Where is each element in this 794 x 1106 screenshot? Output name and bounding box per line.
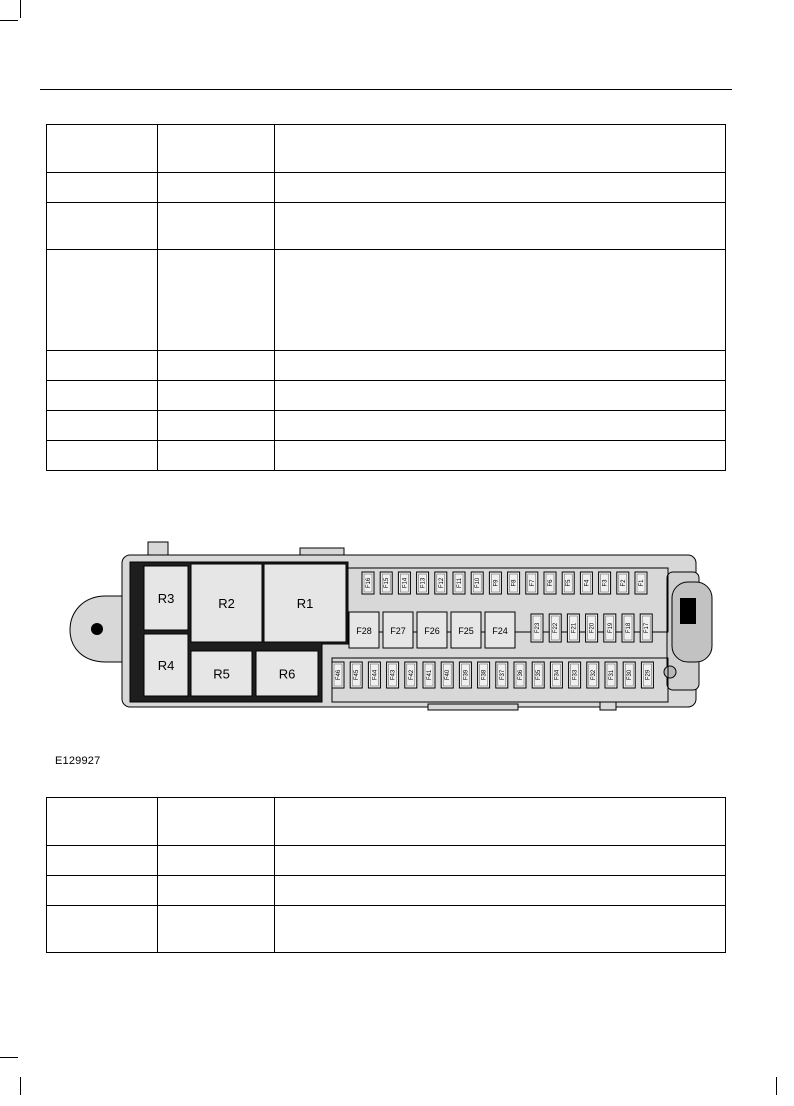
- fuse-label: F4: [584, 579, 591, 587]
- relay-label: R2: [218, 596, 235, 611]
- relay-r4: [144, 634, 188, 696]
- table-cell: [47, 906, 158, 953]
- crop-mark: [776, 1077, 777, 1095]
- table-cell: [158, 173, 275, 203]
- table-cell: [275, 876, 726, 906]
- fuse: [478, 662, 490, 688]
- relay-r6: [256, 651, 318, 696]
- fuse-label: F35: [536, 669, 543, 681]
- fuse-label: F31: [609, 669, 615, 681]
- table-cell: [275, 351, 726, 381]
- fuse: [623, 662, 635, 688]
- table-row: [47, 381, 726, 411]
- fuse-label: F17: [644, 622, 651, 634]
- relay-r3: [144, 566, 188, 630]
- fuse: [622, 614, 634, 642]
- clip: [148, 542, 168, 556]
- fuse: [550, 662, 562, 688]
- fuse: [544, 572, 556, 594]
- fuse: [514, 662, 526, 688]
- fuse: [423, 662, 435, 688]
- fuse: [471, 572, 483, 594]
- fuse: [380, 572, 392, 594]
- table-cell: [47, 846, 158, 876]
- fuse-label: F5: [566, 579, 573, 587]
- fuse: [567, 614, 579, 642]
- table-row: [47, 411, 726, 441]
- table-cell: [158, 250, 275, 351]
- bottom-post: [664, 666, 676, 678]
- table-row: [47, 250, 726, 351]
- fuse-label: F18: [626, 622, 632, 634]
- relay-label: R6: [278, 666, 296, 682]
- fuse-label: F30: [627, 669, 634, 681]
- fuse-label: F8: [511, 579, 518, 587]
- fuse: [350, 662, 362, 688]
- fuse: [586, 614, 598, 642]
- fuse: [459, 662, 471, 688]
- relay-r1: [264, 564, 346, 642]
- fuse-label: F10: [475, 577, 482, 589]
- table-cell: [275, 250, 726, 351]
- fuse-label: F40: [445, 669, 452, 681]
- fuse-label: F33: [572, 669, 579, 681]
- crop-mark: [0, 20, 18, 21]
- table-cell: [275, 411, 726, 441]
- fuse: [496, 662, 508, 688]
- header-rule: [40, 89, 732, 90]
- fuse: [531, 614, 543, 642]
- fuse: [599, 572, 611, 594]
- table-cell: [158, 441, 275, 471]
- table-cell: [275, 846, 726, 876]
- fuse-blocks: [349, 612, 515, 648]
- fuse: [417, 572, 429, 594]
- fuse-table-top: [46, 124, 726, 471]
- table-cell: [275, 203, 726, 250]
- fuse-label: F13: [420, 577, 427, 589]
- table-row: [47, 846, 726, 876]
- table-row: [47, 203, 726, 250]
- fuse: [605, 662, 617, 688]
- fuse-label: F11: [457, 578, 463, 588]
- relay-label: R4: [157, 658, 175, 673]
- fuse-label: F15: [384, 577, 391, 589]
- fuse-label: F39: [463, 669, 470, 681]
- fuse-label: F36: [518, 669, 524, 681]
- fuse-label: F43: [390, 669, 397, 681]
- table-row: [47, 125, 726, 173]
- mounting-hole: [91, 623, 103, 635]
- fuse: [604, 614, 616, 642]
- fuse: [569, 662, 581, 688]
- fuse-block-label: F26: [424, 626, 440, 636]
- relays: [144, 564, 346, 696]
- fuse-label: F29: [645, 669, 652, 681]
- fuse: [508, 572, 520, 594]
- crop-mark: [20, 1077, 21, 1095]
- table-row: [47, 876, 726, 906]
- fuse-block-label: F28: [356, 626, 372, 636]
- fuse: [580, 572, 592, 594]
- table-cell: [158, 381, 275, 411]
- fuse-block: [451, 612, 481, 648]
- fuse-label: F42: [408, 669, 415, 681]
- table-cell: [275, 441, 726, 471]
- table-row: [47, 351, 726, 381]
- bottom-tab: [600, 702, 616, 710]
- table-cell: [47, 250, 158, 351]
- table-cell: [158, 906, 275, 953]
- table-row: [47, 906, 726, 953]
- fuse: [398, 572, 410, 594]
- fuse-label: F3: [602, 579, 609, 587]
- fuse-box-diagram: [64, 538, 724, 718]
- fuse: [405, 662, 417, 688]
- fuse-label: F37: [499, 669, 506, 681]
- table-cell: [275, 798, 726, 846]
- bottom-tab: [428, 704, 518, 710]
- fuse: [549, 614, 561, 642]
- fuse: [526, 572, 538, 594]
- fuse: [387, 662, 399, 688]
- table-cell: [47, 351, 158, 381]
- fuse: [587, 662, 599, 688]
- fuse: [435, 572, 447, 594]
- fuse-label: F2: [620, 579, 627, 587]
- table-cell: [47, 203, 158, 250]
- table-cell: [158, 125, 275, 173]
- fuse-block: [417, 612, 447, 648]
- table-cell: [158, 876, 275, 906]
- fuse-label: F14: [402, 577, 409, 589]
- fuse-label: F45: [354, 669, 361, 681]
- fuse-label: F23: [535, 622, 541, 634]
- fuse-label: F7: [529, 579, 536, 587]
- table-row: [47, 441, 726, 471]
- relay-label: R3: [157, 591, 175, 606]
- fuse-block: [383, 612, 413, 648]
- table-cell: [158, 411, 275, 441]
- relay-label: R1: [296, 596, 314, 611]
- fuse-table-bottom: [46, 797, 726, 953]
- fuse: [562, 572, 574, 594]
- relay-r2: [191, 564, 262, 642]
- table-cell: [275, 906, 726, 953]
- table-cell: [275, 173, 726, 203]
- fuse-label: F6: [548, 579, 554, 587]
- fuse-label: F16: [366, 577, 372, 589]
- table-cell: [275, 381, 726, 411]
- table-row: [47, 798, 726, 846]
- fuse-label: F21: [571, 622, 578, 634]
- table-cell: [47, 173, 158, 203]
- fuse: [368, 662, 380, 688]
- fuse: [362, 572, 374, 594]
- fuse-block: [485, 612, 515, 648]
- table-cell: [158, 203, 275, 250]
- relay-label: R5: [213, 666, 230, 682]
- fuse-block-label: F24: [492, 626, 508, 636]
- table-cell: [47, 798, 158, 846]
- fuse: [641, 662, 653, 688]
- fuse: [489, 572, 501, 594]
- fuse-label: F20: [589, 622, 596, 634]
- relay-r5: [191, 651, 252, 696]
- table-cell: [47, 441, 158, 471]
- fuse-label: F41: [427, 669, 433, 681]
- fuse-label: F34: [554, 669, 561, 681]
- fuse-block-label: F25: [458, 626, 474, 636]
- table-cell: [47, 876, 158, 906]
- fuse-label: F1: [639, 579, 645, 587]
- table-cell: [158, 846, 275, 876]
- table-cell: [47, 125, 158, 173]
- fuse-label: F38: [481, 669, 488, 681]
- fuse-label: F22: [553, 622, 560, 634]
- table-cell: [47, 411, 158, 441]
- table-row: [47, 173, 726, 203]
- fuse: [635, 572, 647, 594]
- fuse: [441, 662, 453, 688]
- fuse-label: F32: [590, 669, 597, 681]
- figure-id: E129927: [55, 755, 101, 767]
- table-cell: [158, 798, 275, 846]
- table-cell: [47, 381, 158, 411]
- fuse: [453, 572, 465, 594]
- table-cell: [158, 351, 275, 381]
- table-cell: [275, 125, 726, 173]
- fuse: [617, 572, 629, 594]
- fuse-label: F44: [372, 669, 379, 681]
- fuse-label: F12: [438, 577, 445, 589]
- fuse-label: F46: [336, 669, 342, 681]
- fuse-block: [349, 612, 379, 648]
- fuse-block-label: F27: [390, 626, 406, 636]
- crop-mark: [20, 0, 21, 18]
- fuse-label: F9: [493, 579, 500, 587]
- crop-mark: [0, 1057, 18, 1058]
- connector-socket: [680, 598, 696, 624]
- fuse-label: F19: [607, 622, 614, 634]
- fuse: [640, 614, 652, 642]
- fuse: [332, 662, 344, 688]
- fuse: [532, 662, 544, 688]
